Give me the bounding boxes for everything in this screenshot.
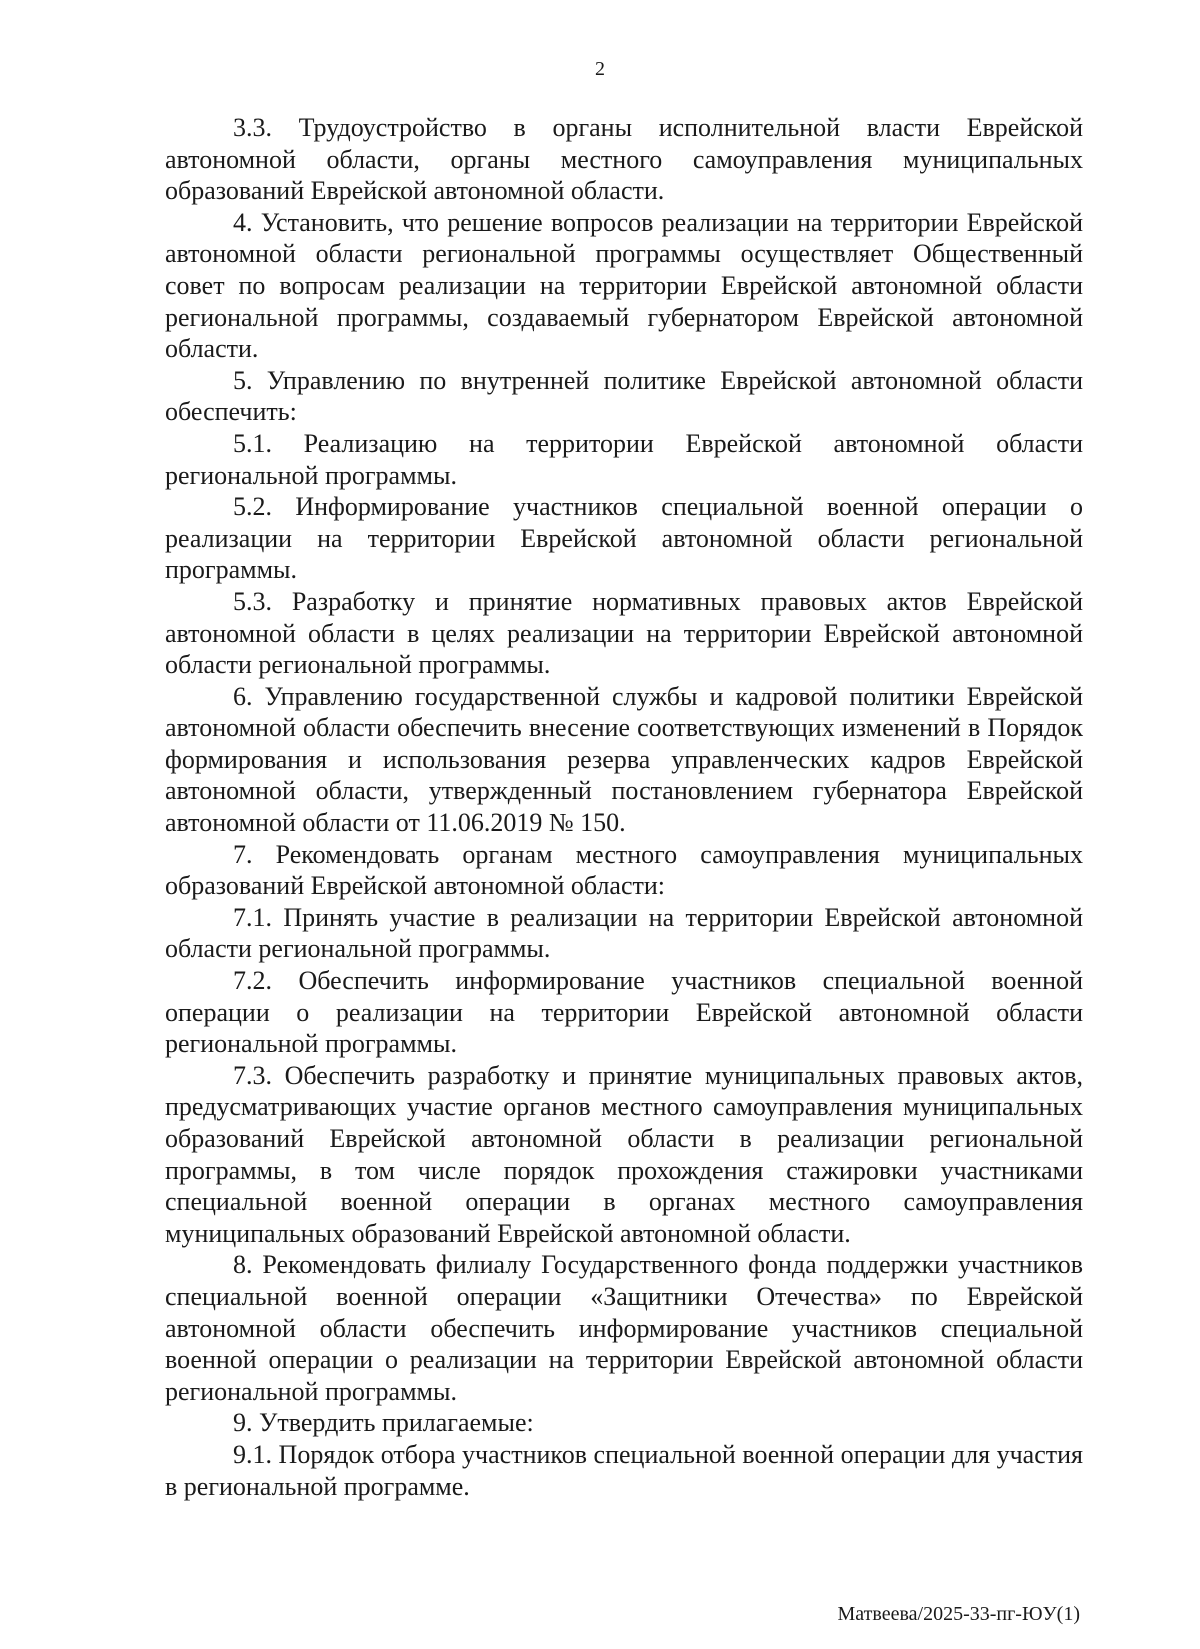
paragraph-5-2: 5.2. Информирование участников специальной военной операции о реализации на территории Еврейской автономной области региональной программы.	[165, 492, 1083, 585]
paragraph-5-1: 5.1. Реализацию на территории Еврейской автономной области региональной программы.	[165, 428, 1083, 490]
paragraph-8: 8. Рекомендовать филиалу Государственного фонда поддержки участников специальной военной операции «Защитники Отечества» по Еврейской автономной области обеспечить информирование участников специальной военной операции о реализации на территории Еврейской автономной области региональной программы.	[165, 1250, 1083, 1406]
paragraph-5-3: 5.3. Разработку и принятие нормативных правовых актов Еврейской автономной области в целях реализации на территории Еврейской автономной области региональной программы.	[165, 586, 1083, 680]
paragraph-9: 9. Утвердить прилагаемые:	[233, 1408, 534, 1438]
paragraph-3-3: 3.3. Трудоустройство в органы исполнительной власти Еврейской автономной области, органы местного самоуправления муниципальных образований Еврейской автономной области.	[165, 113, 1083, 206]
paragraph-7-1: 7.1. Принять участие в реализации на территории Еврейской автономной области региональной программы.	[165, 902, 1083, 964]
document-reference-footer: Матвеева/2025-33-пг-ЮУ(1)	[837, 1603, 1080, 1625]
paragraph-4: 4. Установить, что решение вопросов реализации на территории Еврейской автономной области региональной программы осуществляет Общественный совет по вопросам реализации на территории Еврейской автономной области региональной программы, создаваемый губернатором Еврейской автономной области.	[165, 207, 1083, 364]
paragraph-7: 7. Рекомендовать органам местного самоуправления муниципальных образований Еврейской автономной области:	[165, 839, 1083, 901]
paragraph-9-1: 9.1. Порядок отбора участников специальной военной операции для участия в региональной программе.	[165, 1439, 1083, 1501]
paragraph-6: 6. Управлению государственной службы и кадровой политики Еврейской автономной области обеспечить внесение соответствующих изменений в Порядок формирования и использования резерва управленческих кадров Еврейской автономной области, утвержденный постановлением губернатора Еврейской автономной области от 11.06.2019 № 150.	[165, 681, 1083, 838]
paragraph-7-2: 7.2. Обеспечить информирование участников специальной военной операции о реализации на территории Еврейской автономной области региональной программы.	[165, 966, 1083, 1059]
document-body	[165, 112, 1083, 1502]
paragraph-7-3: 7.3. Обеспечить разработку и принятие муниципальных правовых актов, предусматривающих участие органов местного самоуправления муниципальных образований Еврейской автономной области в реализации региональной программы, в том числе порядок прохождения стажировки участниками специальной военной операции в органах местного самоуправления муниципальных образований Еврейской автономной области.	[165, 1060, 1083, 1248]
paragraph-5: 5. Управлению по внутренней политике Еврейской автономной области обеспечить:	[165, 365, 1083, 427]
page-number: 2	[595, 58, 605, 80]
